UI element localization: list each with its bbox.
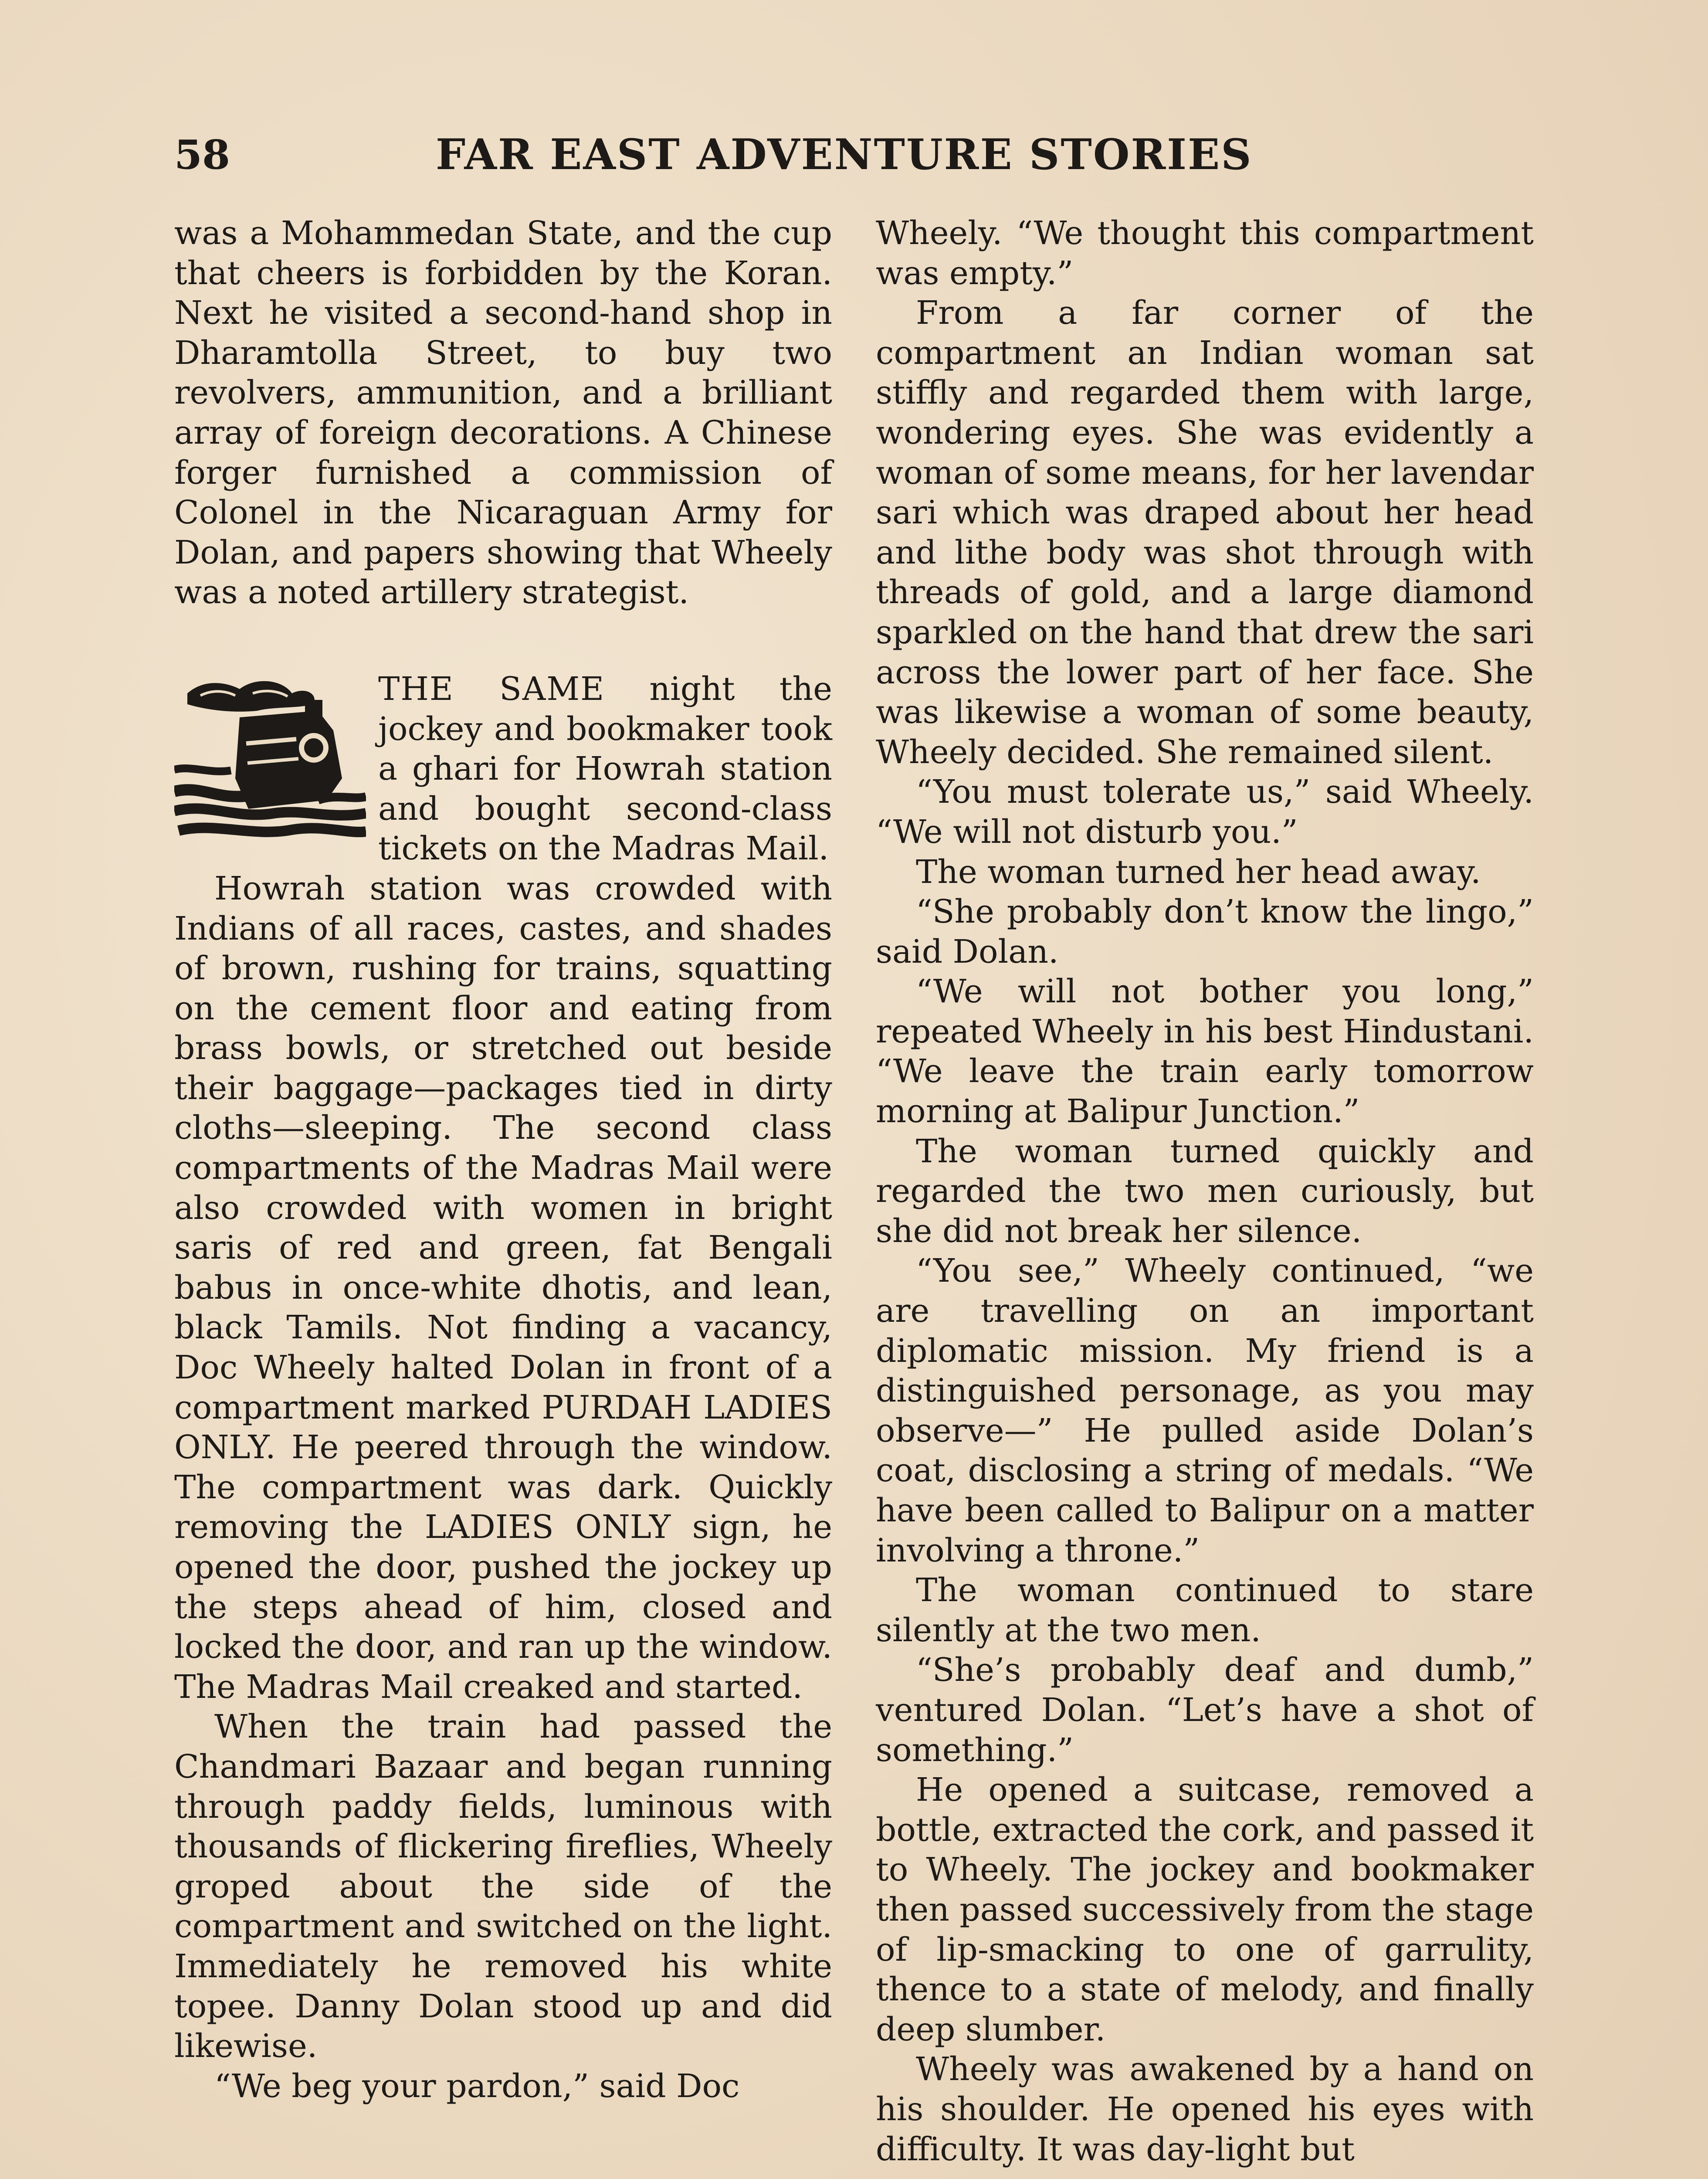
- paragraph: “You must tolerate us,” said Wheely. “We will not disturb you.”: [876, 773, 1534, 851]
- paragraph: Wheely. “We thought this compartment was empty.”: [876, 214, 1534, 292]
- paragraph: “You see,” Wheely continued, “we are travelling on an important diplomatic mission. My friend is a distinguished personage, as you may observe—” He pulled aside Dolan’s coat, disclosing a string of medals. “We have been called to Balipur on a matter involving a throne.”: [876, 1252, 1534, 1569]
- paragraph: He opened a suitcase, removed a bottle, extracted the cork, and passed it to Wheely. The jockey and bookmaker then passed successively from the stage of lip-smacking to one of garrulity, thence to a state of melody, and finally deep slumber.: [876, 1771, 1534, 2048]
- paragraph: “We beg your pardon,” said Doc: [214, 2067, 740, 2105]
- locomotive-illustration-icon: [174, 669, 366, 839]
- lead-in-text: night the jockey and bookmaker took a ghari for Howrah station and bought second-class tickets on the Madras Mail.: [378, 670, 833, 868]
- paragraph: “We will not bother you long,” repeated Wheely in his best Hindustani. “We leave the train early tomorrow morning at Balipur Junction.”: [876, 973, 1534, 1130]
- page-title: FAR EAST ADVENTURE STORIES: [436, 130, 1253, 179]
- paragraph: Wheely was awakened by a hand on his shoulder. He opened his eyes with difficulty. It was day-light but: [876, 2050, 1534, 2168]
- paragraph: The woman turned her head away.: [916, 853, 1481, 891]
- paragraph: The woman turned quickly and regarded the two men curiously, but she did not break her silence.: [876, 1132, 1534, 1250]
- paragraph: “She probably don’t know the lingo,” said Dolan.: [876, 893, 1534, 971]
- paragraph: “She’s probably deaf and dumb,” ventured Dolan. “Let’s have a shot of something.”: [876, 1651, 1534, 1769]
- paragraph: was a Mohammedan State, and the cup that cheers is forbidden by the Koran. Next he visited a second-hand shop in Dharamtolla Street, to buy two revolvers, ammunition, and a brilliant array of foreign decorations. A Chinese forger furnished a commission of Colonel in the Nicaraguan Army for Dolan, and papers showing that Wheely was a noted artillery strategist.: [174, 214, 832, 611]
- paragraph: When the train had passed the Chandmari Bazaar and began running through paddy fields, luminous with thousands of flickering fireflies, Wheely groped about the side of the compartment and switched on the light. Immediately he removed his white topee. Danny Dolan stood up and did likewise.: [174, 1708, 832, 2065]
- section-break: [174, 669, 832, 869]
- page-number: 58: [174, 131, 230, 178]
- paragraph: From a far corner of the compartment an Indian woman sat stiffly and regarded them with large, wondering eyes. She was evidently a woman of some means, for her lavendar sari which was draped about her head and lithe body was shot through with threads of gold, and a large diamond sparkled on the hand that drew the sari across the lower part of her face. She was likewise a woman of some beauty, Wheely decided. She remained silent.: [876, 294, 1534, 771]
- paragraph: The woman continued to stare silently at the two men.: [876, 1571, 1534, 1649]
- lead-in-caps: THE SAME: [378, 670, 605, 708]
- paragraph: Howrah station was crowded with Indians of all races, castes, and shades of brown, rushing for trains, squatting on the cement floor and eating from brass bowls, or stretched out beside their baggage—packages tied in dirty cloths—sleeping. The second class compartments of the Madras Mail were also crowded with women in bright saris of red and green, fat Bengali babus in once-white dhotis, and lean, black Tamils. Not finding a vacancy, Doc Wheely halted Dolan in front of a compartment marked PURDAH LADIES ONLY. He peered through the window. The compartment was dark. Quickly removing the LADIES ONLY sign, he opened the door, pushed the jockey up the steps ahead of him, closed and locked the door, and ran up the window. The Madras Mail creaked and started.: [174, 869, 832, 1706]
- page-header: [174, 126, 1272, 187]
- right-column: [876, 214, 1534, 2169]
- left-column: [174, 214, 832, 2106]
